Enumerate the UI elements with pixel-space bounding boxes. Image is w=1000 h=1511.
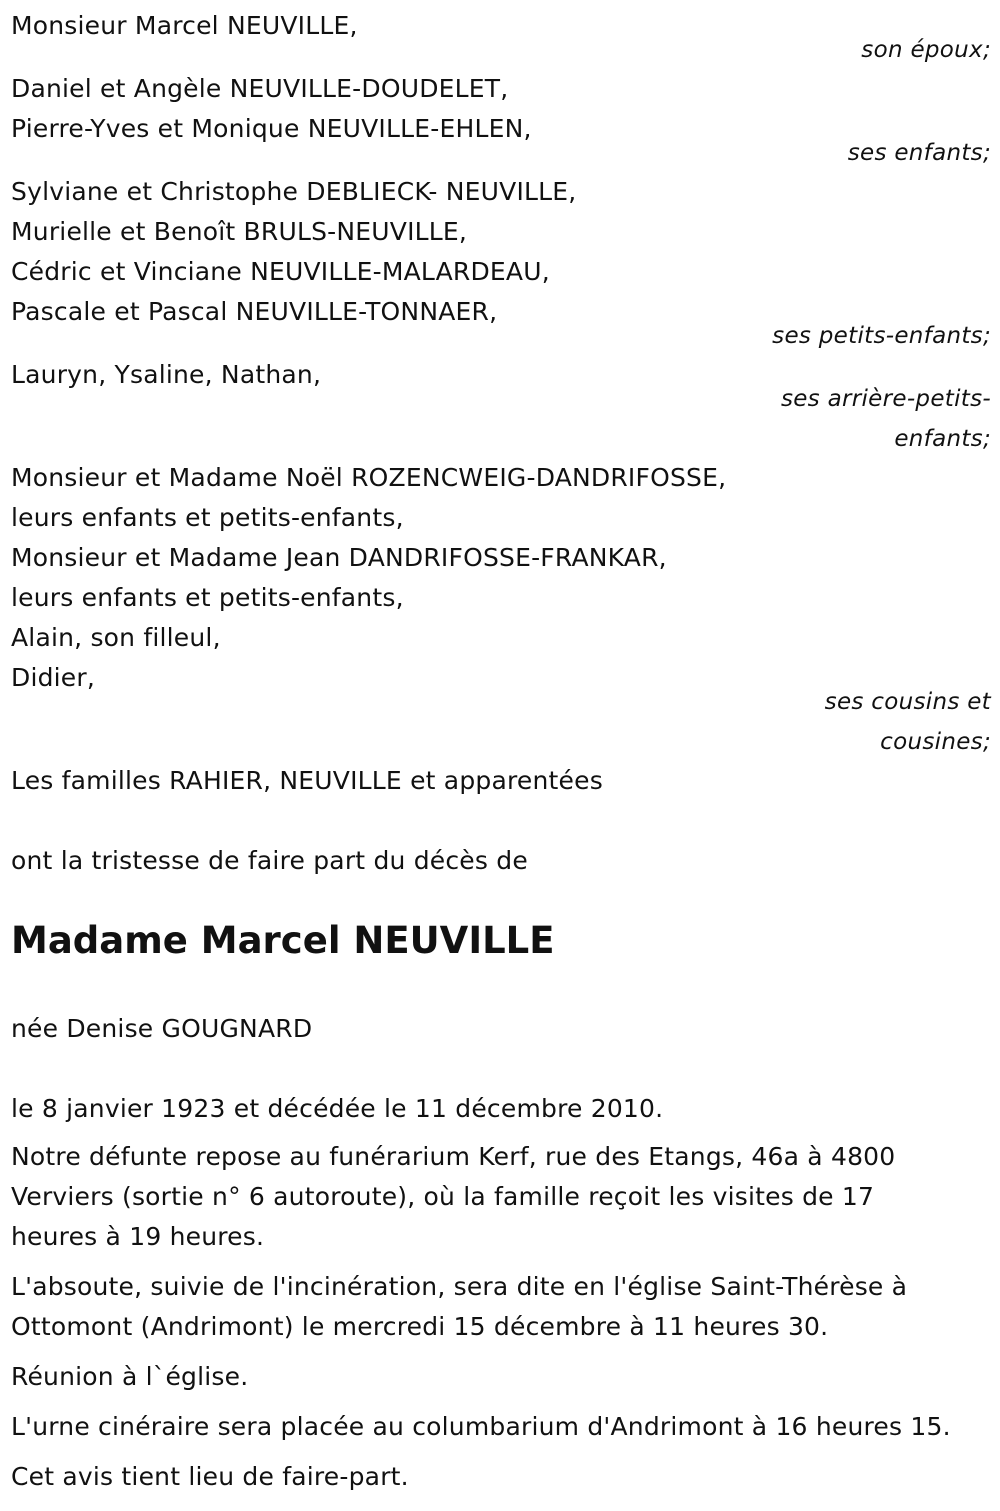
great-grandchildren-line: Lauryn, Ysaline, Nathan, xyxy=(11,360,322,389)
grandchild-line: Cédric et Vinciane NEUVILLE-MALARDEAU, xyxy=(11,257,550,286)
great-grandchildren-role: ses arrière-petits- xyxy=(780,386,991,412)
cousin-line: leurs enfants et petits-enfants, xyxy=(11,583,404,612)
grandchild-line: Pascale et Pascal NEUVILLE-TONNAER, xyxy=(11,297,498,326)
cousins-role: ses cousins et xyxy=(824,689,991,715)
cousin-line: Alain, son filleul, xyxy=(11,623,221,652)
spouse-role: son époux; xyxy=(861,37,991,63)
families-line: Les familles RAHIER, NEUVILLE et apparentées xyxy=(11,766,603,795)
born-name: née Denise GOUGNARD xyxy=(11,1014,313,1043)
announcement: ont la tristesse de faire part du décès de xyxy=(11,846,528,875)
grandchild-line: Murielle et Benoît BRULS-NEUVILLE, xyxy=(11,217,468,246)
cousin-line: Monsieur et Madame Jean DANDRIFOSSE-FRANKAR, xyxy=(11,543,667,572)
children-role: ses enfants; xyxy=(847,140,991,166)
meeting-line: Réunion à l`église. xyxy=(11,1362,249,1391)
child-line: Pierre-Yves et Monique NEUVILLE-EHLEN, xyxy=(11,114,532,143)
cousin-line: Didier, xyxy=(11,663,96,692)
spouse-name: Monsieur Marcel NEUVILLE, xyxy=(11,11,358,40)
grandchildren-role: ses petits-enfants; xyxy=(772,323,991,349)
dates: le 8 janvier 1923 et décédée le 11 décembre 2010. xyxy=(11,1094,664,1123)
great-grandchildren-role-cont: enfants; xyxy=(894,426,991,452)
ceremony-line: Ottomont (Andrimont) le mercredi 15 décembre à 11 heures 30. xyxy=(11,1312,829,1341)
funerarium-line: heures à 19 heures. xyxy=(11,1222,265,1251)
cousin-line: Monsieur et Madame Noël ROZENCWEIG-DANDRIFOSSE, xyxy=(11,463,727,492)
cousin-line: leurs enfants et petits-enfants, xyxy=(11,503,404,532)
funerarium-line: Verviers (sortie n° 6 autoroute), où la famille reçoit les visites de 17 xyxy=(11,1182,875,1211)
urn-line: L'urne cinéraire sera placée au columbarium d'Andrimont à 16 heures 15. xyxy=(11,1412,951,1441)
grandchild-line: Sylviane et Christophe DEBLIECK- NEUVILLE, xyxy=(11,177,577,206)
deceased-name: Madame Marcel NEUVILLE xyxy=(11,919,555,962)
child-line: Daniel et Angèle NEUVILLE-DOUDELET, xyxy=(11,74,509,103)
cousins-role-cont: cousines; xyxy=(880,729,991,755)
ceremony-line: L'absoute, suivie de l'incinération, sera dite en l'église Saint-Thérèse à xyxy=(11,1272,908,1301)
notice-line: Cet avis tient lieu de faire-part. xyxy=(11,1462,409,1491)
funerarium-line: Notre défunte repose au funérarium Kerf, rue des Etangs, 46a à 4800 xyxy=(11,1142,896,1171)
